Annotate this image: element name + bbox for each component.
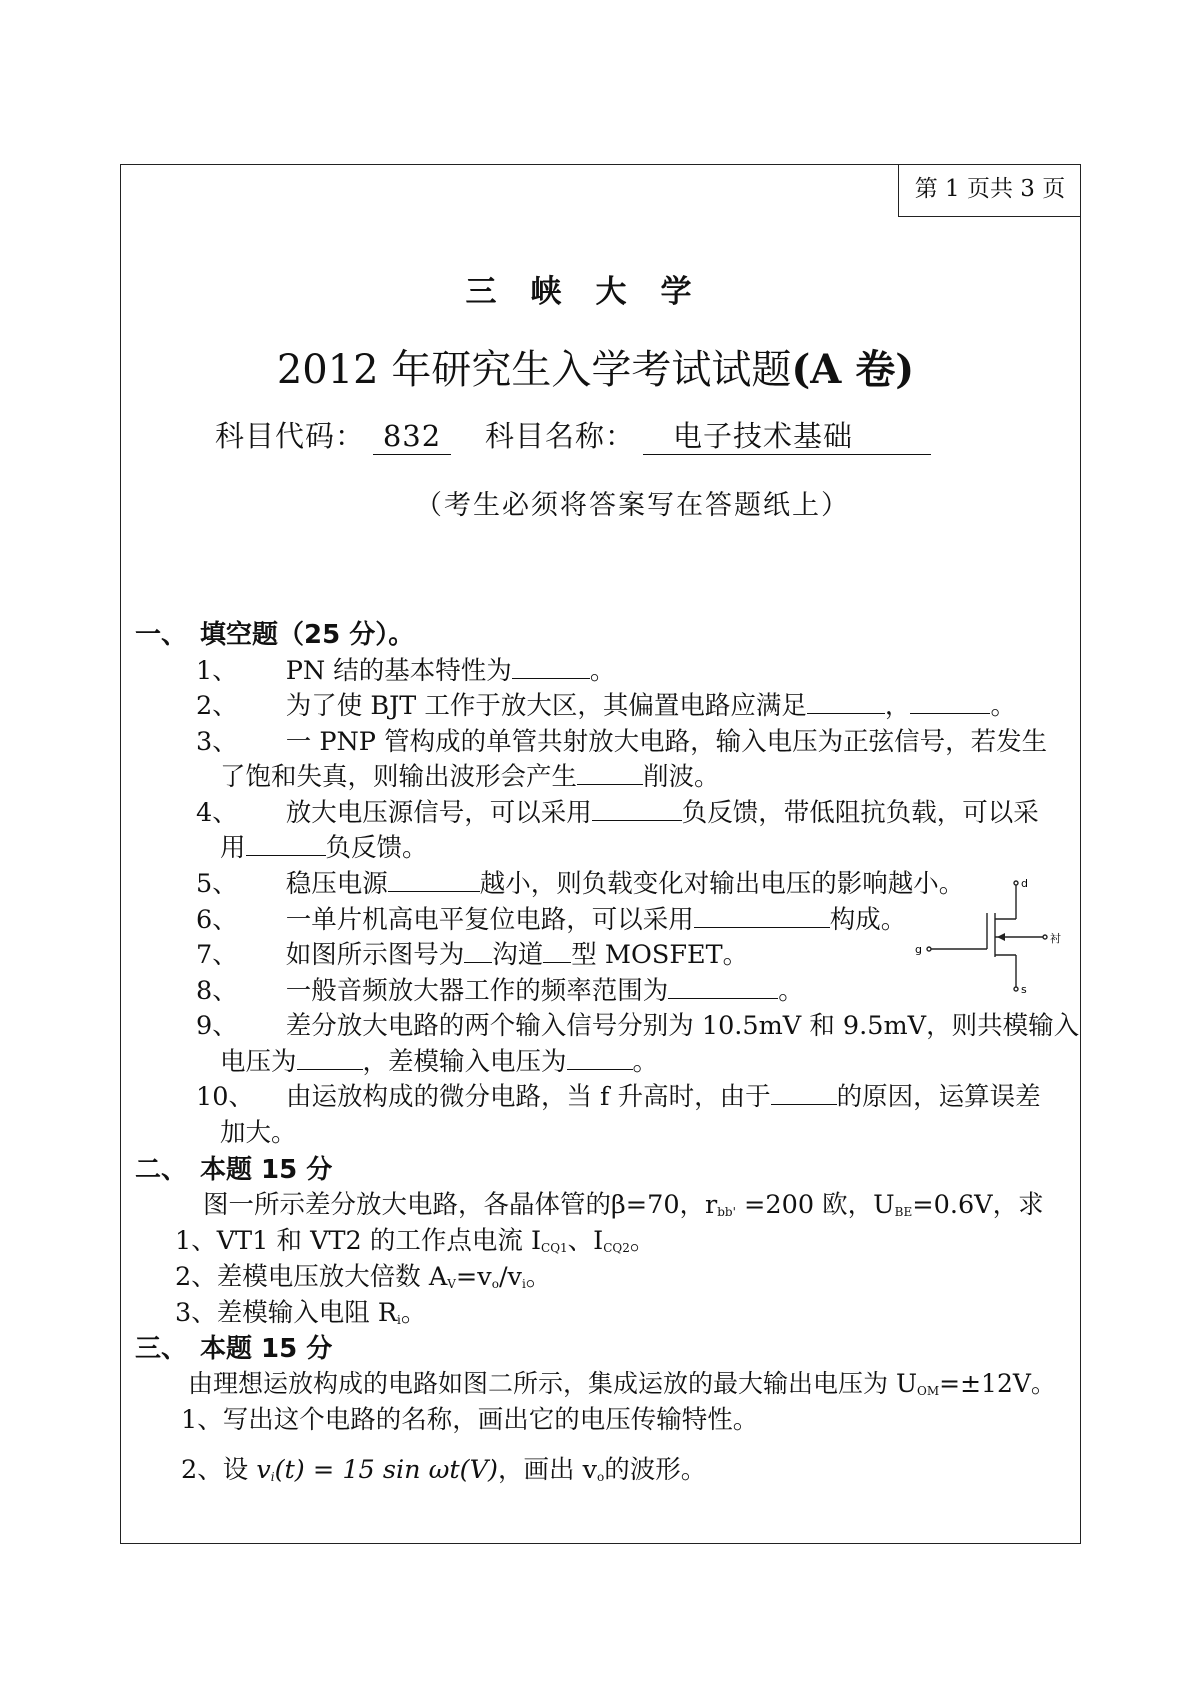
subscript: CQ1 [541,1241,568,1255]
section2-intro [203,1185,1044,1221]
q-num: 4、 [196,798,238,828]
q-num: 5、 [196,869,238,899]
answer-blank [543,942,571,963]
q-text: PN 结的基本特性为 [285,656,512,686]
q1-9a [196,1006,1079,1042]
answer-blank [464,942,492,963]
q-text: =200 欧，U [735,1190,895,1220]
subscript: OM [917,1384,940,1398]
q-num: 9、 [196,1011,238,1041]
q-text: 为了使 BJT 工作于放大区，其偏置电路应满足 [285,691,807,721]
q-text: 负反馈。 [325,833,428,863]
q-text: ，画出 v [498,1455,598,1485]
q-text: ， [884,691,911,721]
q1-2 [196,686,1016,722]
substrate-label: 衬 [1050,932,1061,945]
q-text: 负反馈，带低阻抗负载，可以采 [681,798,1039,828]
subscript: BE [894,1205,913,1219]
subject-name-label: 科目名称： [485,419,636,453]
q-text: =0.6V，求 [912,1190,1044,1220]
q-text: 。 [990,691,1016,721]
q-text: 3、差模输入电阻 R [175,1298,398,1328]
q-num: 1、 [196,656,238,686]
q-text: 一单片机高电平复位电路，可以采用 [285,905,694,935]
answer-blank [567,1049,633,1070]
channel-arrow [997,933,1005,941]
answer-blank [246,835,326,856]
math-expr: (t) = 15 sin ωt(V) [274,1455,498,1485]
subscript: i [397,1313,401,1327]
q-text: 构成。 [829,905,907,935]
q-text: 稳压电源 [285,869,388,899]
q1-3a [196,722,1047,758]
subject-line [215,414,931,455]
q-text: 差分放大电路的两个输入信号分别为 10.5mV 和 9.5mV，则共模输入 [285,1011,1080,1041]
math-var: v [256,1455,271,1485]
subject-name: 电子技术基础 [643,418,931,455]
answer-blank [807,693,885,714]
exam-title [0,338,1191,395]
q-text: 如图所示图号为 [285,940,465,970]
q-num: 6、 [196,905,238,935]
section3-q2 [181,1450,706,1486]
mosfet-symbol-diagram [915,875,1065,995]
q1-8 [196,971,804,1007]
q-text: 越小，则负载变化对输出电压的影响越小。 [479,869,965,899]
section3-heading: 三、 本题 15 分 [135,1334,333,1364]
subscript: V [447,1277,456,1291]
q-text: 。 [629,1226,656,1256]
q-text: 。 [778,976,804,1006]
q-text: 图一所示差分放大电路，各晶体管的β=70，r [203,1190,718,1220]
section2-q2 [175,1257,551,1293]
answer-blank [592,800,682,821]
drain-terminal [1014,881,1018,885]
answer-blank [388,871,480,892]
q-text: 放大电压源信号，可以采用 [285,798,592,828]
gate-terminal [927,947,931,951]
q1-4b [220,828,428,864]
q1-6 [196,900,906,936]
q-text: 由理想运放构成的电路如图二所示，集成运放的最大输出电压为 U [188,1369,918,1398]
subject-code: 832 [373,418,451,455]
exam-title-paper: (A 卷) [791,346,915,393]
section3-intro [188,1364,1056,1400]
q-num: 10、 [196,1082,254,1112]
section2-heading: 二、 本题 15 分 [135,1155,333,1185]
answer-blank [771,1084,837,1105]
subscript: bb' [717,1205,736,1219]
q1-9b [220,1042,658,1078]
subscript: i [521,1277,526,1291]
answer-blank [577,764,643,785]
q-text: 。 [589,656,616,686]
q-text: 2、差模电压放大倍数 A [175,1262,448,1292]
subscript: i [270,1470,275,1484]
drain-label: d [1021,877,1028,890]
exam-title-main: 2012 年研究生入学考试试题 [276,347,792,393]
q1-5 [196,864,964,900]
q-text: 、I [567,1226,604,1256]
q-num: 3、 [196,727,238,757]
q-text: 电压为 [220,1047,297,1077]
q-text: 用 [220,833,246,863]
q-text: /v [498,1262,522,1292]
section2-q3 [175,1293,426,1329]
q-text: 1、VT1 和 VT2 的工作点电流 I [175,1226,542,1256]
q-text: =v [455,1262,492,1292]
q-text: 型 MOSFET。 [571,940,749,970]
q-text: 了饱和失真，则输出波形会产生 [220,762,578,792]
answer-blank [910,693,990,714]
page-number-box: 第 1 页共 3 页 [898,164,1081,217]
q-text: 一 PNP 管构成的单管共射放大电路，输入电压为正弦信号，若发生 [285,727,1048,757]
q-text: 的波形。 [604,1455,707,1485]
exam-notice: （考生必须将答案写在答题纸上） [415,490,850,521]
answer-blank [512,658,590,679]
q-text: 加大。 [220,1118,297,1148]
subscript: CQ2 [603,1241,630,1255]
gate-label: g [915,943,922,956]
subscript: o [597,1470,605,1484]
section2-q1 [175,1221,655,1257]
q-text: 一般音频放大器工作的频率范围为 [285,976,669,1006]
q-text: 由运放构成的微分电路，当 f 升高时，由于 [285,1082,771,1112]
source-terminal [1014,987,1018,991]
q1-10b [220,1113,297,1149]
q1-1 [196,651,615,687]
q-text: =±12V。 [939,1369,1056,1398]
university-name: 三峡大学 [465,274,726,310]
q-text: 2、设 [181,1455,257,1485]
q-text: 。 [632,1047,659,1077]
q-text: 的原因，运算误差 [836,1082,1041,1112]
q-text: 。 [525,1262,552,1292]
q-num: 2、 [196,691,238,721]
q-text: 沟道 [492,940,544,970]
q1-7 [196,935,748,971]
q-num: 7、 [196,940,238,970]
q1-3b [220,757,720,793]
q1-10a [196,1077,1041,1113]
q-num: 8、 [196,976,238,1006]
substrate-terminal [1043,935,1047,939]
answer-blank [297,1049,363,1070]
source-label: s [1021,983,1027,995]
answer-blank [668,978,778,999]
subscript: o [491,1277,499,1291]
q-text: ，差模输入电压为 [362,1047,567,1077]
section3-q1: 1、写出这个电路的名称，画出它的电压传输特性。 [181,1405,759,1435]
subject-code-label: 科目代码： [215,419,366,453]
answer-blank [694,907,830,928]
section1-heading: 一、 填空题（25 分）。 [135,620,415,650]
q-text: 。 [400,1298,427,1328]
q-text: 削波。 [643,762,720,792]
q1-4a [196,793,1039,829]
